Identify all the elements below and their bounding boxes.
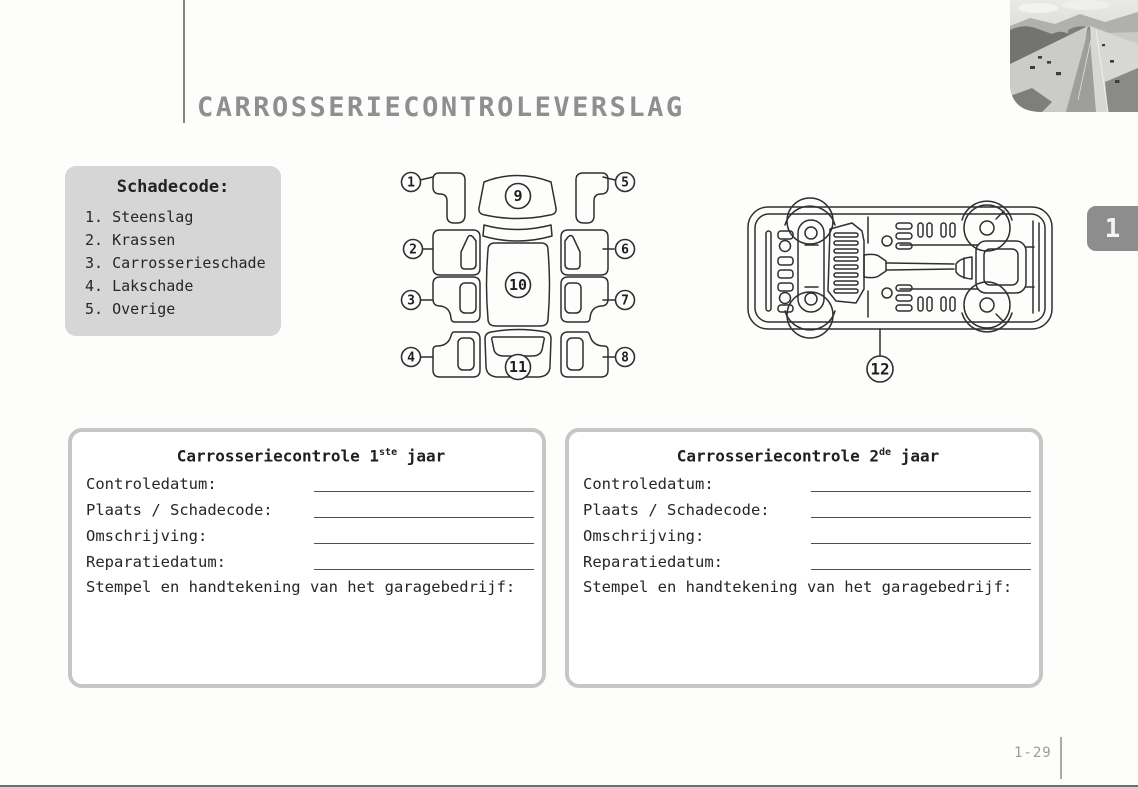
highway-photo-art (1010, 0, 1138, 112)
part-label-6: 6 (621, 242, 629, 258)
field-label: Reparatiedatum: (86, 553, 226, 572)
form-field-row (86, 497, 536, 523)
chapter-tab: 1 (1087, 206, 1138, 251)
form-field-row (86, 549, 536, 575)
part-label-7: 7 (621, 293, 629, 309)
field-label: Controledatum: (583, 475, 714, 494)
damage-code-item: 2. Krassen (85, 231, 176, 249)
stamp-label: Stempel en handtekening van het garagebedrijf: (86, 578, 516, 597)
form-title-sup: ste (379, 447, 398, 458)
car-body-parts-diagram (390, 160, 645, 388)
field-line (811, 491, 1031, 492)
form-title-suffix: jaar (891, 446, 940, 466)
damage-code-item: 1. Steenslag (85, 208, 194, 226)
part-label-12: 12 (870, 359, 890, 379)
form-field-row (583, 497, 1033, 523)
page-number: 1-29 (1014, 745, 1052, 761)
field-line (314, 491, 534, 492)
field-label: Plaats / Schadecode: (86, 501, 273, 520)
part-label-2: 2 (409, 242, 417, 258)
field-line (811, 543, 1031, 544)
form-title-text: Carrosseriecontrole 2 (676, 446, 880, 466)
stamp-label: Stempel en handtekening van het garagebedrijf: (583, 578, 1013, 597)
damage-code-item: 3. Carrosserieschade (85, 254, 266, 272)
inspection-form-year1 (68, 428, 546, 688)
damage-code-item: 4. Lakschade (85, 277, 194, 295)
field-label: Controledatum: (86, 475, 217, 494)
field-line (314, 569, 534, 570)
field-label: Reparatiedatum: (583, 553, 723, 572)
inspection-form-year2 (565, 428, 1043, 688)
field-label: Omschrijving: (86, 527, 208, 546)
part-label-9: 9 (513, 187, 523, 205)
highway-photo (1010, 0, 1138, 116)
damage-code-list (65, 206, 281, 321)
part-label-5: 5 (621, 175, 629, 191)
damage-code-panel (65, 166, 281, 336)
field-label: Plaats / Schadecode: (583, 501, 770, 520)
form-title (583, 438, 1033, 471)
field-line (314, 517, 534, 518)
form-title-sup: de (879, 447, 892, 458)
form-title-text: Carrosseriecontrole 1 (176, 446, 380, 466)
page-title: CARROSSERIECONTROLEVERSLAG (197, 92, 685, 123)
form-field-row (86, 523, 536, 549)
form-field-row (86, 471, 536, 497)
part-label-8: 8 (621, 350, 629, 366)
page-number-rule (1060, 737, 1062, 779)
part-labels (402, 173, 635, 380)
field-line (811, 569, 1031, 570)
car-underside-diagram (740, 195, 1060, 387)
underside-art (748, 198, 1052, 356)
field-line (811, 517, 1031, 518)
form-title (86, 438, 536, 471)
damage-code-heading: Schadecode: (116, 177, 230, 197)
title-rule (183, 0, 185, 123)
part-label-3: 3 (407, 293, 415, 309)
form-field-row (583, 471, 1033, 497)
field-line (314, 543, 534, 544)
field-label: Omschrijving: (583, 527, 705, 546)
part-label-11: 11 (508, 358, 528, 376)
form-field-row (583, 549, 1033, 575)
part-label-4: 4 (407, 350, 415, 366)
part-label-10: 10 (508, 276, 528, 294)
form-title-suffix: jaar (397, 446, 446, 466)
damage-code-item: 5. Overige (85, 300, 176, 318)
form-field-row (583, 523, 1033, 549)
part-label-1: 1 (407, 175, 415, 191)
